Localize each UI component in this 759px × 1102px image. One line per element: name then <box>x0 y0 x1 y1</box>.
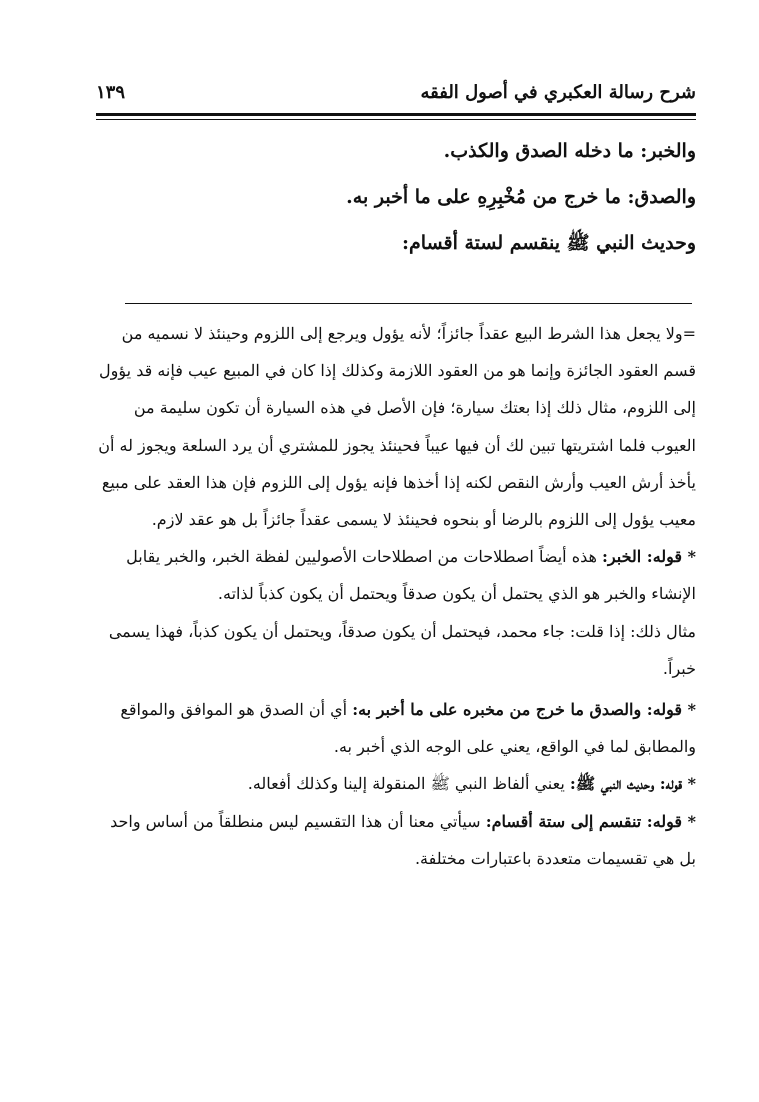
note-text: هذه أيضاً اصطلاحات من اصطلاحات الأصوليين لفظة الخبر، والخبر يقابل الإنشاء والخبر هو الذي يحتمل أن يكون صدقاً ويحتمل أن يكون كذباً لذاته. <box>126 547 696 604</box>
note-paragraph <box>96 691 696 765</box>
footnote-separator <box>125 303 692 304</box>
main-line: والصدق: ما خرج من مُخْبِرِهِ على ما أخبر به. <box>346 186 696 208</box>
header-rule-thick <box>96 113 696 116</box>
example-paragraph: مثال ذلك: إذا قلت: جاء محمد، فيحتمل أن يكون صدقاً، ويحتمل أن يكون كذباً، فهذا يسمى خبراً. <box>108 621 696 678</box>
running-header <box>96 78 696 114</box>
note-text: يعني ألفاظ النبي ﷺ المنقولة إلينا وكذلك أفعاله. <box>247 774 565 794</box>
header-rule-thin <box>96 119 696 120</box>
header-title: شرح رسالة العكبري في أصول الفقه <box>420 82 696 103</box>
note-text: سيأتي معنا أن هذا التقسيم ليس منطلقاً من أساس واحد بل هي تقسيمات متعددة باعتبارات مختلفة. <box>110 811 696 868</box>
note-paragraph <box>96 803 696 877</box>
main-line: والخبر: ما دخله الصدق والكذب. <box>443 140 696 162</box>
main-line: وحديث النبي ﷺ ينقسم لستة أقسام: <box>402 232 696 254</box>
note-paragraph <box>96 538 696 612</box>
note-text: أي أن الصدق هو الموافق والمواقع والمطابق لما في الواقع، يعني على الوجه الذي أخبر به. <box>120 700 696 757</box>
note-label: * قوله: تنقسم إلى ستة أقسام: <box>485 811 696 831</box>
note-paragraph <box>96 765 696 802</box>
page-number: ١٣٩ <box>96 82 126 103</box>
note-label: * قوله: وحديث النبي ﷺ: <box>569 774 696 794</box>
note-label: * قوله: والصدق ما خرج من مخبره على ما أخبر به: <box>352 700 696 720</box>
main-text <box>96 128 696 266</box>
commentary-continuation: =ولا يجعل هذا الشرط البيع عقداً جائزاً؛ لأنه يؤول ويرجع إلى اللزوم وحينئذ لا نسميه من قسم العقود الجائزة وإنما هو من العقود اللازمة وكذلك إذا كان في المبيع عيب فإنه قد يؤول إلى اللزوم، مثال ذلك إذا بعتك سيارة؛ فإن الأصل في هذه السيارة أن تكون سليمة من العيوب فلما اشتريتها تبين لك أن فيها عيباً فحينئذ يجوز للمشتري أن يرد السلعة ويجوز له أن يأخذ أرش العيب وأرش النقص لكنه إذا أخذها فإنه يؤول إلى اللزوم فإن هذا العقد على مبيع معيب يؤول إلى اللزوم بالرضا أو بنحوه فحينئذ لا يسمى عقداً جائزاً بل هو عقد لازم. <box>98 324 696 530</box>
commentary <box>96 315 696 877</box>
note-label: * قوله: الخبر: <box>602 547 696 567</box>
